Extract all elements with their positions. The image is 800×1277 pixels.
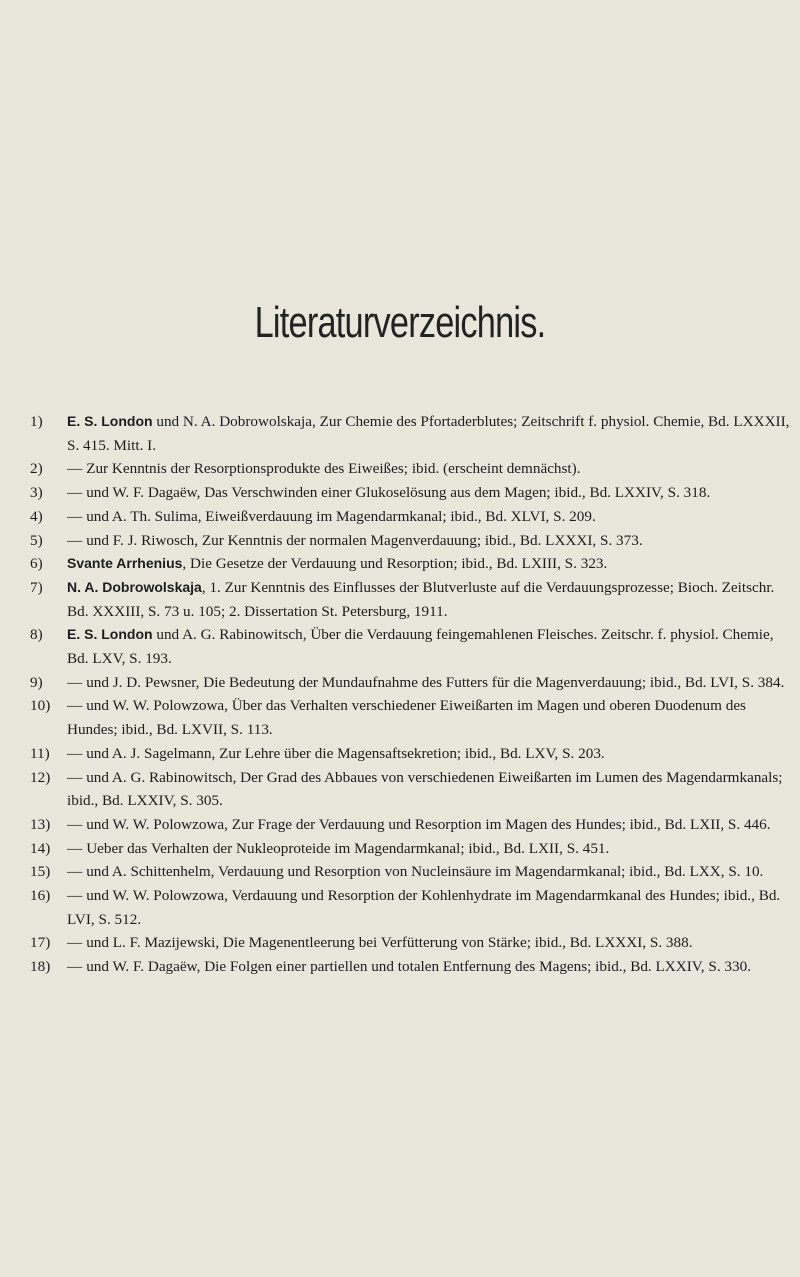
reference-dash: — bbox=[67, 863, 83, 881]
reference-dash: — bbox=[67, 507, 83, 525]
reference-text: und W. W. Polowzowa, Über das Verhalten verschiedener Eiweißarten im Magen und oberen Duodenum des Hundes; ibid., Bd. LXVII, S. 113. bbox=[67, 697, 746, 739]
reference-dash: — bbox=[67, 839, 83, 857]
reference-text: , 1. Zur Kenntnis des Einflusses der Blutverluste auf die Verdauungsprozesse; Bioch. Zeitschr. Bd. XXXIII, S. 73 u. 105; 2. Dissertation St. Petersburg, 1911. bbox=[67, 578, 775, 620]
reference-entry bbox=[10, 813, 790, 837]
reference-number: 9) bbox=[30, 673, 43, 691]
reference-text: und F. J. Riwosch, Zur Kenntnis der normalen Magenverdauung; ibid., Bd. LXXXI, S. 373. bbox=[86, 531, 643, 549]
reference-number: 3) bbox=[30, 484, 43, 502]
reference-number: 12) bbox=[30, 768, 51, 786]
reference-text: und A. G. Rabinowitsch, Der Grad des Abbaues von verschiedenen Eiweißarten im Lumen des Magendarmkanals; ibid., Bd. LXXIV, S. 305. bbox=[67, 768, 783, 810]
reference-entry bbox=[10, 671, 790, 695]
reference-number: 11) bbox=[30, 744, 50, 762]
reference-author: E. S. London bbox=[67, 413, 153, 429]
reference-dash: — bbox=[67, 673, 83, 691]
page-title: Literaturverzeichnis. bbox=[254, 298, 546, 347]
reference-dash: — bbox=[67, 460, 83, 478]
reference-text: und A. Th. Sulima, Eiweißverdauung im Magendarmkanal; ibid., Bd. XLVI, S. 209. bbox=[86, 507, 596, 525]
reference-number: 17) bbox=[30, 934, 51, 952]
reference-entry bbox=[10, 955, 790, 979]
reference-dash: — bbox=[67, 484, 83, 502]
reference-entry bbox=[10, 576, 790, 623]
reference-number: 15) bbox=[30, 863, 51, 881]
reference-number: 4) bbox=[30, 507, 43, 525]
reference-number: 8) bbox=[30, 626, 43, 644]
reference-entry bbox=[10, 694, 790, 741]
reference-text: und A. Schittenhelm, Verdauung und Resorption von Nucleinsäure im Magendarmkanal; ibid., Bd. LXX, S. 10. bbox=[86, 863, 764, 881]
reference-entry bbox=[10, 837, 790, 861]
reference-entry bbox=[10, 529, 790, 553]
reference-author: Svante Arrhenius bbox=[67, 555, 183, 572]
reference-entry bbox=[10, 860, 790, 884]
reference-entry bbox=[10, 742, 790, 766]
reference-number: 10) bbox=[30, 697, 51, 715]
reference-number: 18) bbox=[30, 958, 51, 976]
reference-entry bbox=[10, 623, 790, 670]
reference-dash: — bbox=[67, 815, 83, 833]
reference-entry bbox=[10, 410, 790, 457]
reference-dash: — bbox=[67, 887, 83, 905]
reference-text: und L. F. Mazijewski, Die Magenentleerung bei Verfütterung von Stärke; ibid., Bd. LXXXI, S. 388. bbox=[86, 934, 693, 952]
reference-entry bbox=[10, 931, 790, 955]
reference-dash: — bbox=[67, 531, 83, 549]
reference-text: und W. F. Dagaëw, Das Verschwinden einer Glukoselösung aus dem Magen; ibid., Bd. LXXIV, S. 318. bbox=[86, 484, 711, 502]
reference-entry bbox=[10, 457, 790, 481]
reference-dash: — bbox=[67, 768, 83, 786]
reference-dash: — bbox=[67, 697, 83, 715]
reference-number: 16) bbox=[30, 887, 51, 905]
reference-author: N. A. Dobrowolskaja bbox=[67, 578, 202, 595]
reference-list bbox=[10, 410, 790, 979]
reference-entry bbox=[10, 481, 790, 505]
reference-number: 2) bbox=[30, 460, 43, 478]
reference-text: und N. A. Dobrowolskaja, Zur Chemie des Pfortaderblutes; Zeitschrift f. physiol. Chemie, Bd. LXXXII, S. 415. Mitt. I. bbox=[67, 413, 790, 454]
reference-entry bbox=[10, 766, 790, 813]
reference-number: 5) bbox=[30, 531, 43, 549]
reference-text: und A. J. Sagelmann, Zur Lehre über die Magensaftsekretion; ibid., Bd. LXV, S. 203. bbox=[86, 744, 605, 762]
reference-entry bbox=[10, 505, 790, 529]
reference-author: E. S. London bbox=[67, 626, 153, 643]
reference-dash: — bbox=[67, 934, 83, 952]
reference-dash: — bbox=[67, 958, 83, 976]
reference-text: Zur Kenntnis der Resorptionsprodukte des Eiweißes; ibid. (erscheint demnächst). bbox=[86, 460, 581, 478]
reference-text: und A. G. Rabinowitsch, Über die Verdauung feingemahlenen Fleisches. Zeitschr. f. physiol. Chemie, Bd. LXV, S. 193. bbox=[67, 626, 774, 668]
reference-entry bbox=[10, 884, 790, 931]
reference-number: 13) bbox=[30, 815, 51, 833]
reference-text: und W. F. Dagaëw, Die Folgen einer partiellen und totalen Entfernung des Magens; ibid., Bd. LXXIV, S. 330. bbox=[86, 958, 751, 976]
reference-text: , Die Gesetze der Verdauung und Resorption; ibid., Bd. LXIII, S. 323. bbox=[182, 555, 608, 573]
reference-text: und J. D. Pewsner, Die Bedeutung der Mundaufnahme des Futters für die Magenverdauung; ibid., Bd. LVI, S. 384. bbox=[86, 673, 785, 691]
reference-number: 7) bbox=[30, 578, 43, 596]
reference-entry bbox=[10, 552, 790, 576]
reference-text: und W. W. Polowzowa, Verdauung und Resorption der Kohlenhydrate im Magendarmkanal des Hundes; ibid., Bd. LVI, S. 512. bbox=[67, 887, 781, 928]
reference-number: 14) bbox=[30, 839, 51, 857]
reference-number: 6) bbox=[30, 555, 43, 573]
reference-dash: — bbox=[67, 744, 83, 762]
reference-text: Ueber das Verhalten der Nukleoproteide im Magendarmkanal; ibid., Bd. LXII, S. 451. bbox=[86, 839, 610, 857]
reference-number: 1) bbox=[30, 413, 43, 430]
reference-text: und W. W. Polowzowa, Zur Frage der Verdauung und Resorption im Magen des Hundes; ibid., Bd. LXII, S. 446. bbox=[86, 815, 771, 833]
